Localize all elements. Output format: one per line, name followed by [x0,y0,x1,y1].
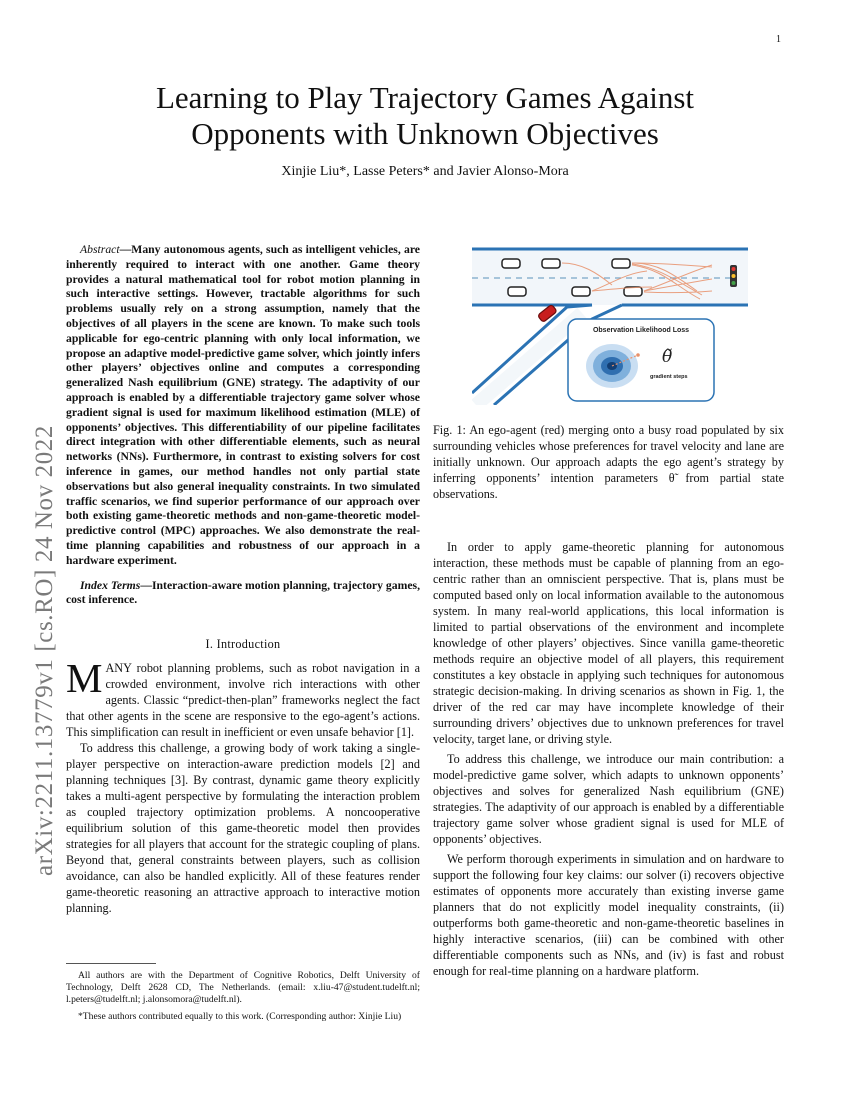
ramp-surface [476,313,582,405]
traffic-light-green [732,281,736,285]
car-icon [502,259,520,268]
abstract-text: —Many autonomous agents, such as intelligent vehicles, are inherently required to interact with one another. Game theory provides a natural mathematical tool for robot motion planning in such interactive settings. However, tractable algorithms for such problems usually rely on a strong assumption, namely that the objectives of all players in the scene are known. To make such tools applicable for ego-centric planning with only local information, we propose an adaptive model-predictive game solver, which jointly infers other players’ objectives online and computes a corresponding generalized Nash equilibrium (GNE) strategy. The adaptivity of our approach is enabled by a differentiable trajectory game solver whose gradient signal is used for maximum likelihood estimation (MLE) of opponents’ objectives. This differentiability of our pipeline facilitates direct integration with other differentiable elements, such as neural networks (NNs). Furthermore, in contrast to existing solvers for cost inference in games, our method handles not only partial state observations but also general inequality constraints. In two simulated traffic scenarios, we find superior performance of our approach over both existing game-theoretic methods and non-game-theoretic model-predictive control (MPC) approaches. We also demonstrate the real-time planning capabilities and robustness of our approach in a hardware experiment. [66,243,420,567]
section-heading: I. Introduction [205,637,281,652]
theta-symbol: θ̃ [662,347,673,367]
figure-caption: Fig. 1: An ego-agent (red) merging onto a busy road populated by six surrounding vehicles whose preferences for travel velocity and lane are initially unknown. Our approach adapts the ego agent’s strategy by inferring opponents’ intention parameters θ̃ from partial state observations. [433,423,784,501]
footnote-equal-contribution: *These authors contributed equally to this work. (Corresponding author: Xinjie Liu) [78,1011,402,1023]
traffic-light-yellow [732,274,736,278]
title-line-1: Learning to Play Trajectory Games Against [155,80,695,115]
car-icon [612,259,630,268]
figure-caption-block [433,422,784,502]
title-line-2: Opponents with Unknown Objectives [191,116,659,151]
right-column [433,539,784,979]
intro-paragraph-1-text: ANY robot planning problems, such as robot navigation in a crowded environment, involve rich interactions with other agents. Classic “predict-then-plan” frameworks neglect the fact that other agents in the scene are responsive to the ego-agent’s actions. This simplification can result in inefficient or even unsafe behavior [1]. [66,661,420,740]
intro-paragraph-1 [66,655,420,740]
right-paragraph-2: To address this challenge, we introduce our main contribution: a model-predictive game solver, which adapts to unknown opponents’ objectives and solves for generalized Nash equilibrium (GNE) strategies. The adaptivity of our approach is enabled by a differentiable trajectory game solver whose gradient signal is used for MLE of opponents’ objectives. [433,752,784,846]
right-paragraph-3: We perform thorough experiments in simulation and on hardware to support the following four key claims: our solver (i) recovers objective estimates of opponents more accurately than existing inverse game planners that do not explicitly model inequality constraints, (ii) outperforms both game-theoretic and non-game-theoretic baselines in highly interactive scenarios, (iii) can be combined with other differentiable components such as NNs, and (iv) is fast and robust enough for real-time planning on a hardware platform. [433,852,784,978]
gradient-step-point [636,353,640,357]
index-terms-label: Index Terms [80,578,141,592]
page-number: 1 [776,34,781,45]
author-list: Xinjie Liu*, Lasse Peters* and Javier Alonso-Mora [281,164,569,179]
figure-1-illustration [472,243,748,405]
car-icon [572,287,590,296]
car-icon [508,287,526,296]
intro-paragraph-2: To address this challenge, a growing body of work taking a single-player perspective on interaction-aware prediction models [2] and planning techniques [3]. By contrast, dynamic game theory explicitly takes a multi-agent perspective by formulating the interaction problem as coupled trajectory optimization problems. A noncooperative equilibrium solution of this game-theoretic model then provides strategies for all players that account for the strategic coupling of plans. Beyond that, general constraints between players, such as collision avoidance, can also be handled explicitly. All of these features render game-theoretic reasoning an attractive approach to interactive motion planning. [66,741,420,916]
abstract [66,243,420,569]
footnote-affiliation: All authors are with the Department of Cognitive Robotics, Delft University of Technology, Delft 2628 CD, The Netherlands. (email: x.liu-47@student.tudelft.nl; l.peters@tudelft.nl; j.alonsomora@tudelft.nl). [66,970,420,1005]
paper-title [60,80,790,152]
left-column [66,243,420,916]
index-terms [66,579,420,609]
traffic-light-red [732,267,736,271]
footnote-rule [66,963,156,964]
footnotes [66,970,420,1023]
index-terms-text: —Interaction-aware motion planning, trajectory games, cost inference. [66,578,420,607]
drop-cap: M [66,655,103,702]
car-icon [542,259,560,268]
gradient-steps-label: gradient steps [650,374,688,380]
abstract-label: Abstract [80,243,120,256]
likelihood-loss-label: Observation Likelihood Loss [592,327,690,334]
right-paragraph-1: In order to apply game-theoretic planning for autonomous interaction, these methods must be capable of planning from an ego-centric rather than an omniscient perspective. That is, plans must be computed based only on local information available to the autonomous system. In many real-world applications, this local information is limited to partial observations of the environment and incomplete knowledge of other players’ objectives. Since vanilla game-theoretic methods require an objective model of all players, this requirement constitutes a key obstacle in applying such techniques for autonomous strategic decision-making. In driving scenarios as shown in Fig. 1, the driver of the red car may have incomplete knowledge of their surrounding drivers’ objectives due to unknown preferences for travel velocity, target lane, or driving style. [433,540,784,746]
arxiv-stamp: arXiv:2211.13779v1 [cs.RO] 24 Nov 2022 [31,425,58,876]
